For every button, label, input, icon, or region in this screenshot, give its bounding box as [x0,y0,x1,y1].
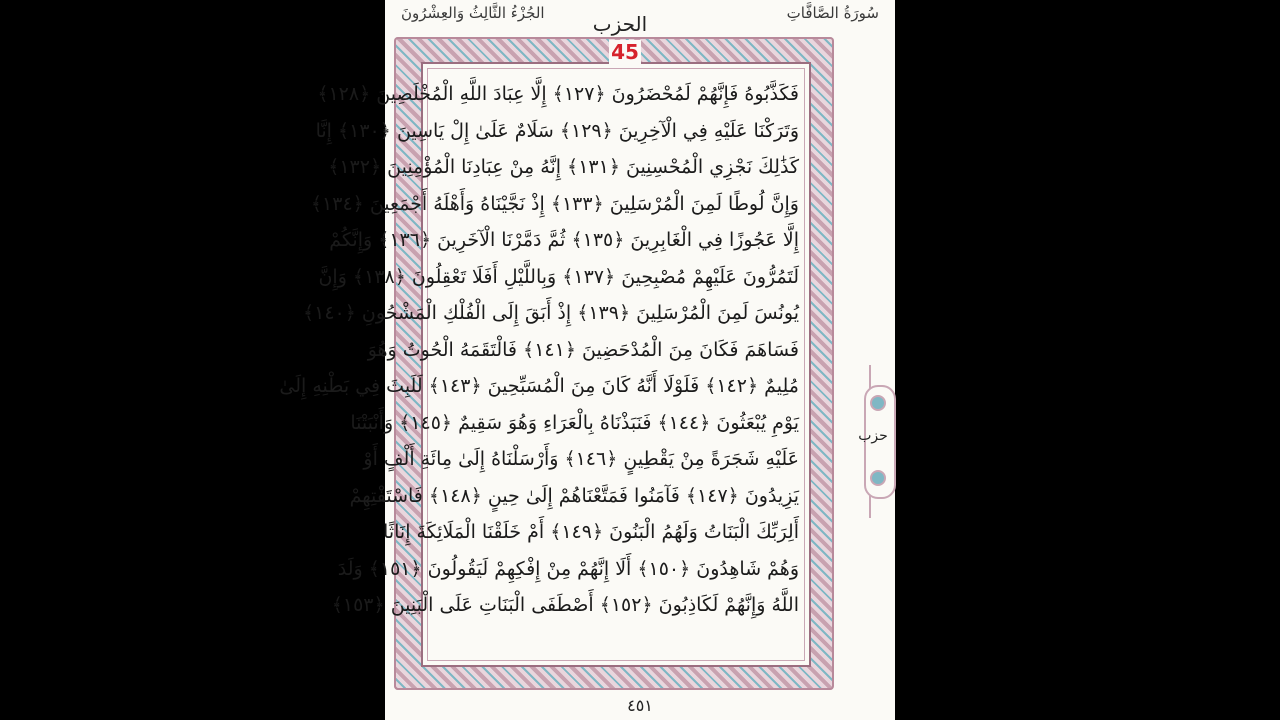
verse-line-11: عَلَيْهِ شَجَرَةً مِنْ يَقْطِينٍ ﴿١٤٦﴾ وَأَرْسَلْنَاهُ إِلَىٰ مِائَةِ أَلْفٍ أَوْ [363,448,799,470]
verse-line-7: يُونُسَ لَمِنَ الْمُرْسَلِينَ ﴿١٣٩﴾ إِذْ أَبَقَ إِلَى الْفُلْكِ الْمَشْحُونِ ﴿١٤٠﴾ [302,302,799,324]
verse-line-8: فَسَاهَمَ فَكَانَ مِنَ الْمُدْحَضِينَ ﴿١٤١﴾ فَالْتَقَمَهُ الْحُوتُ وَهُوَ [367,338,799,361]
ornamental-frame [279,37,834,690]
verse-line-10: يَوْمِ يُبْعَثُونَ ﴿١٤٤﴾ فَنَبَذْنَاهُ بِالْعَرَاءِ وَهُوَ سَقِيمٌ ﴿١٤٥﴾ وَأَنْبَتْنَا [350,411,799,434]
hizb-number: 45 [609,40,641,64]
verse-line-1: فَكَذَّبُوهُ فَإِنَّهُمْ لَمُحْضَرُونَ ﴿١٢٧﴾ إِلَّا عِبَادَ اللَّهِ الْمُخْلَصِينَ ﴿١٢٨﴾ [317,83,799,105]
verse-line-12: يَزِيدُونَ ﴿١٤٧﴾ فَآمَنُوا فَمَتَّعْنَاهُمْ إِلَىٰ حِينٍ ﴿١٤٨﴾ فَاسْتَفْتِهِمْ [349,484,799,507]
verse-line-6: لَتَمُرُّونَ عَلَيْهِمْ مُصْبِحِينَ ﴿١٣٧﴾ وَبِاللَّيْلِ أَفَلَا تَعْقِلُونَ ﴿١٣٨﴾ وَإِنَّ [318,265,799,288]
page-number: ٤٥١ [627,696,653,715]
verse-line-5: إِلَّا عَجُوزًا فِي الْغَابِرِينَ ﴿١٣٥﴾ ثُمَّ دَمَّرْنَا الْآخَرِينَ ﴿١٣٦﴾ وَإِنَّكُمْ [329,229,799,251]
verse-lines [279,76,799,624]
juz-title: الجُزْءُ الثَّالِثُ وَالعِشْرُونَ [401,4,545,22]
verse-line-13: أَلِرَبِّكَ الْبَنَاتُ وَلَهُمُ الْبَنُونَ ﴿١٤٩﴾ أَمْ خَلَقْنَا الْمَلَائِكَةَ إِنَاثًا [383,521,799,543]
verse-line-3: كَذَٰلِكَ نَجْزِي الْمُحْسِنِينَ ﴿١٣١﴾ إِنَّهُ مِنْ عِبَادِنَا الْمُؤْمِنِينَ ﴿١٣٢﴾ [328,156,799,178]
verse-line-4: وَإِنَّ لُوطًا لَمِنَ الْمُرْسَلِينَ ﴿١٣٣﴾ إِذْ نَجَّيْنَاهُ وَأَهْلَهُ أَجْمَعِينَ ﴿١٣٤﴾ [310,192,799,215]
rosette-icon [870,470,886,486]
verse-line-15: اللَّهُ وَإِنَّهُمْ لَكَاذِبُونَ ﴿١٥٢﴾ أَصْطَفَى الْبَنَاتِ عَلَى الْبَنِينَ ﴿١٥٣﴾ [331,594,799,616]
surah-title: سُورَةُ الصَّافَّاتِ [786,4,879,22]
hizb-label: الحزب [592,12,648,36]
verse-line-9: مُلِيمٌ ﴿١٤٢﴾ فَلَوْلَا أَنَّهُ كَانَ مِنَ الْمُسَبِّحِينَ ﴿١٤٣﴾ لَلَبِثَ فِي بَطْنِهِ إِلَىٰ [279,375,799,397]
rosette-icon [870,395,886,411]
verse-line-14: وَهُمْ شَاهِدُونَ ﴿١٥٠﴾ أَلَا إِنَّهُمْ مِنْ إِفْكِهِمْ لَيَقُولُونَ ﴿١٥١﴾ وَلَدَ [337,557,799,580]
hizb-side-label: حزب [858,428,888,444]
mushaf-page [279,0,895,720]
text-panel [279,62,811,667]
verse-line-2: وَتَرَكْنَا عَلَيْهِ فِي الْآخِرِينَ ﴿١٢٩﴾ سَلَامٌ عَلَىٰ إِلْ يَاسِينَ ﴿١٣٠﴾ إِنَّا [315,119,799,142]
